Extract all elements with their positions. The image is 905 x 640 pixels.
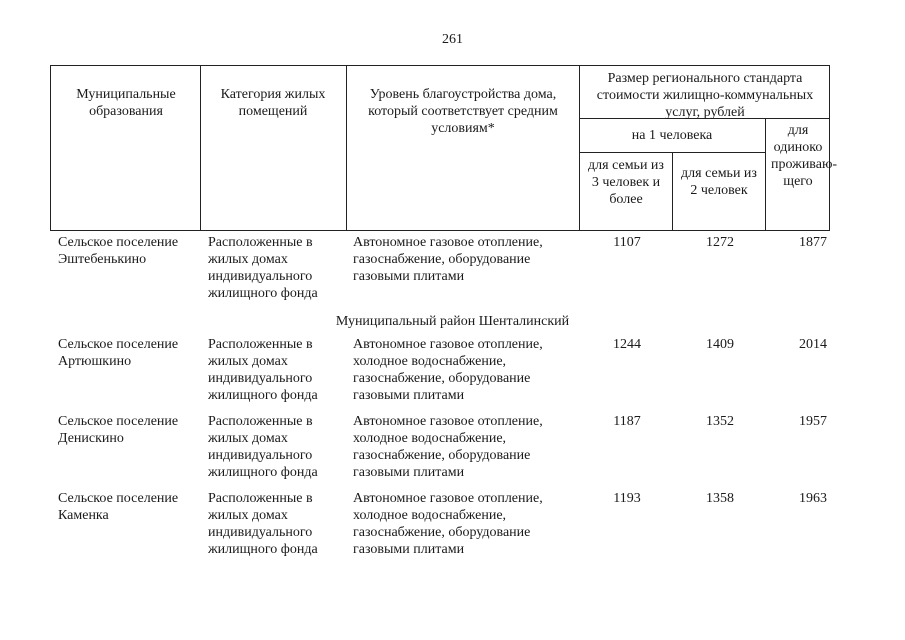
header-municipal: Муниципальные образования [76, 87, 176, 119]
header-divider [672, 152, 673, 230]
cell-single: 1963 [799, 491, 827, 506]
cell-family2: 1409 [706, 337, 734, 352]
header-single: для одиноко проживаю-щего [771, 123, 838, 189]
cell-family3: 1107 [613, 235, 641, 250]
cell-level: Автономное газовое отопление, холодное водоснабжение, газоснабжение, оборудование газовыми плитами [353, 491, 543, 557]
header-divider [200, 66, 201, 230]
cell-family2: 1352 [706, 414, 734, 429]
cell-family3: 1244 [613, 337, 641, 352]
cell-category: Расположенные в жилых домах индивидуального жилищного фонда [208, 491, 318, 557]
cell-municipality: Сельское поселение Каменка [58, 491, 179, 523]
cell-family3: 1193 [613, 491, 641, 506]
cell-level: Автономное газовое отопление, газоснабжение, оборудование газовыми плитами [353, 235, 543, 284]
header-size-group: Размер регионального стандарта стоимости жилищно-коммунальных услуг, рублей [596, 71, 814, 120]
cell-category: Расположенные в жилых домах индивидуального жилищного фонда [208, 235, 318, 301]
header-family3: для семьи из 3 человек и более [588, 158, 664, 207]
cell-single: 1957 [799, 414, 827, 429]
header-divider [579, 152, 765, 153]
cell-family3: 1187 [613, 414, 641, 429]
cell-single: 1877 [799, 235, 827, 250]
cell-level: Автономное газовое отопление, холодное водоснабжение, газоснабжение, оборудование газовыми плитами [353, 414, 543, 480]
cell-municipality: Сельское поселение Артюшкино [58, 337, 179, 369]
cell-category: Расположенные в жилых домах индивидуального жилищного фонда [208, 337, 318, 403]
table-header [50, 65, 838, 231]
header-divider [346, 66, 347, 230]
header-divider [765, 118, 766, 230]
header-per-person: на 1 человека [631, 128, 713, 143]
cell-single: 2014 [799, 337, 827, 352]
cell-family2: 1358 [706, 491, 734, 506]
page-number: 261 [442, 32, 463, 47]
header-family2: для семьи из 2 человек [681, 166, 757, 198]
cell-level: Автономное газовое отопление, холодное водоснабжение, газоснабжение, оборудование газовыми плитами [353, 337, 543, 403]
header-divider [579, 66, 580, 230]
header-category: Категория жилых помещений [220, 87, 326, 119]
cell-category: Расположенные в жилых домах индивидуального жилищного фонда [208, 414, 318, 480]
cell-municipality: Сельское поселение Денискино [58, 414, 179, 446]
cell-family2: 1272 [706, 235, 734, 250]
district-title: Муниципальный район Шенталинский [335, 314, 570, 329]
cell-municipality: Сельское поселение Эштебенькино [58, 235, 179, 267]
header-level: Уровень благоустройства дома, который соответствует средним условиям* [368, 87, 558, 136]
